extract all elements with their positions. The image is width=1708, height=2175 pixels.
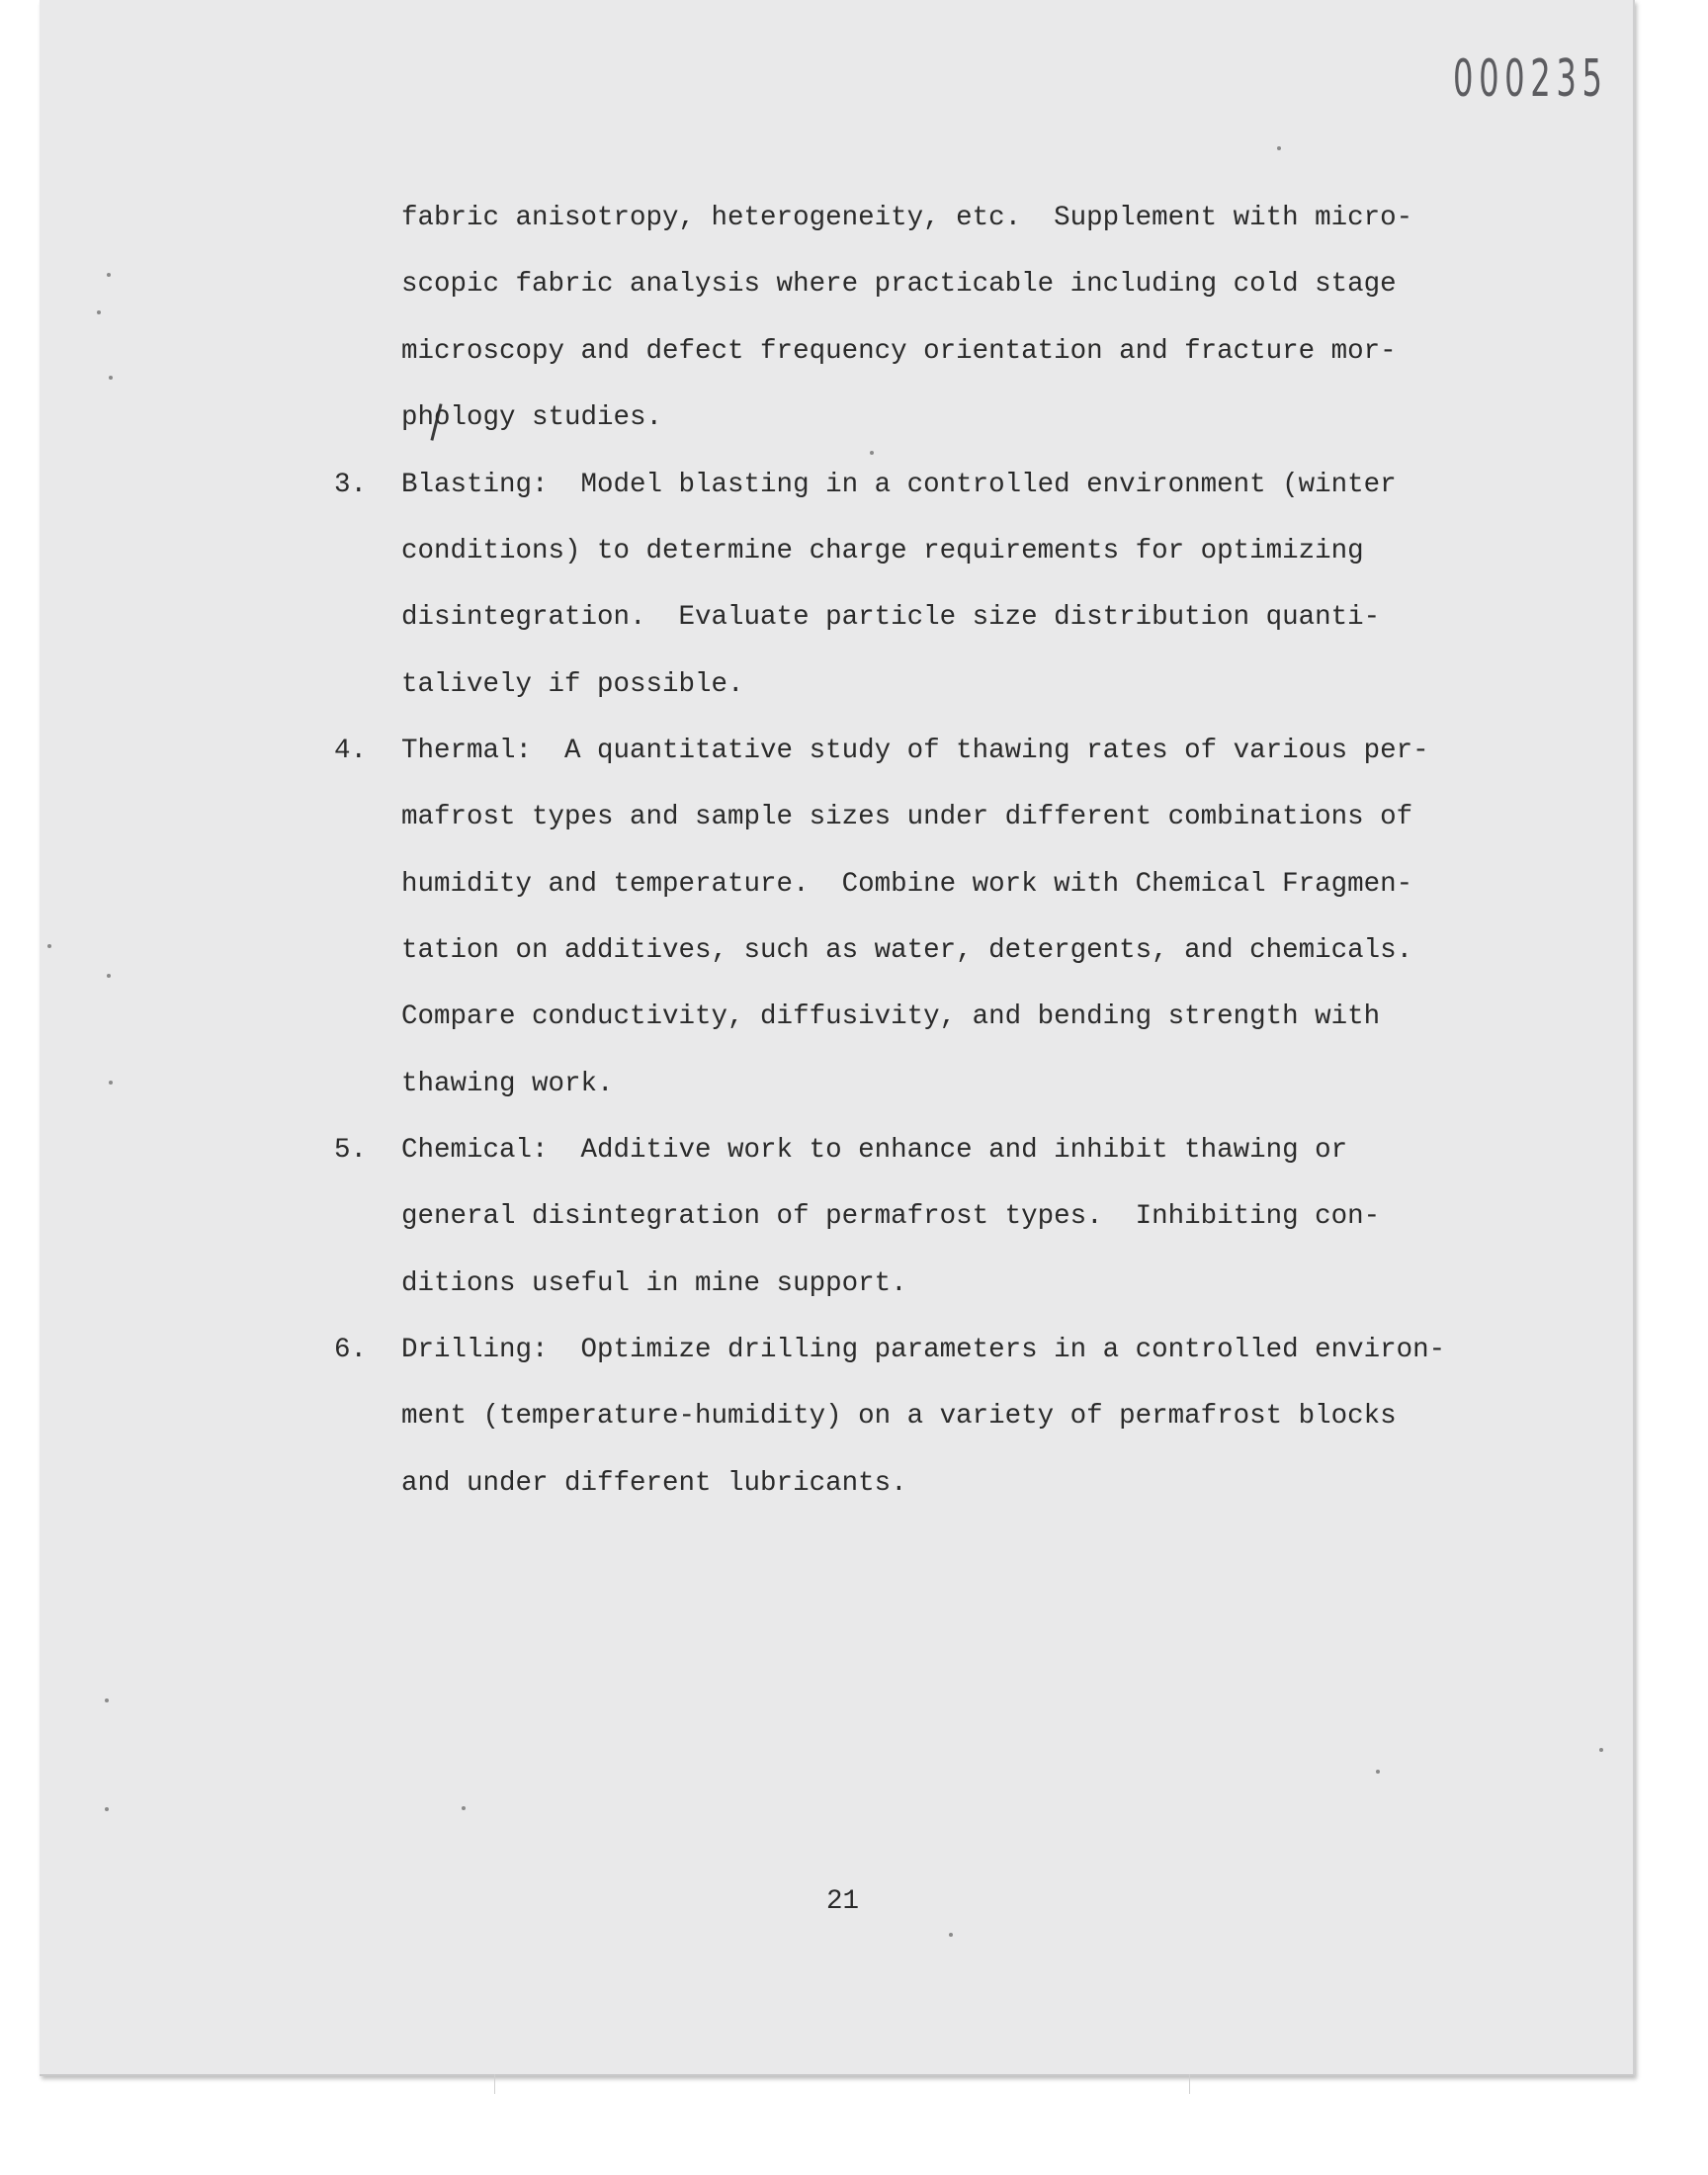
- text-line: talively if possible.: [401, 669, 744, 700]
- text-line: mafrost types and sample sizes under different combinations of: [401, 802, 1413, 832]
- document-stamp-number: 000235: [1453, 49, 1608, 109]
- page-number: 21: [826, 1886, 860, 1917]
- list-item-number: 4.: [334, 736, 368, 766]
- text-line: Blasting: Model blasting in a controlled environment (winter: [401, 470, 1397, 500]
- list-item-number: 5.: [334, 1135, 368, 1166]
- text-line: phology studies.: [401, 402, 663, 433]
- text-line: fabric anisotropy, heterogeneity, etc. Supplement with micro-: [401, 203, 1413, 233]
- text-line: Drilling: Optimize drilling parameters in a controlled environ-: [401, 1335, 1446, 1365]
- text-line: microscopy and defect frequency orientation and fracture mor-: [401, 336, 1397, 367]
- scan-speck: [1376, 1770, 1380, 1774]
- scan-speck: [462, 1806, 466, 1810]
- text-line: Chemical: Additive work to enhance and inhibit thawing or: [401, 1135, 1348, 1166]
- list-item-number: 6.: [334, 1335, 368, 1365]
- text-line: thawing work.: [401, 1069, 614, 1099]
- scan-edge-line: [494, 2074, 495, 2094]
- scan-speck: [109, 376, 113, 380]
- text-line: ment (temperature-humidity) on a variety of permafrost blocks: [401, 1401, 1397, 1432]
- scan-speck: [105, 1807, 109, 1811]
- scan-speck: [949, 1933, 953, 1937]
- scan-edge-line: [1189, 2074, 1190, 2094]
- text-line: Compare conductivity, diffusivity, and bending strength with: [401, 1001, 1381, 1032]
- scan-speck: [97, 310, 101, 314]
- scan-speck: [107, 273, 111, 277]
- text-line: humidity and temperature. Combine work with Chemical Fragmen-: [401, 869, 1413, 900]
- text-line: general disintegration of permafrost types. Inhibiting con-: [401, 1201, 1381, 1232]
- scan-speck: [107, 974, 111, 978]
- text-line: and under different lubricants.: [401, 1468, 907, 1499]
- text-line: conditions) to determine charge requirements for optimizing: [401, 536, 1364, 566]
- text-line: disintegration. Evaluate particle size distribution quanti-: [401, 602, 1381, 633]
- list-item-number: 3.: [334, 470, 368, 500]
- scan-speck: [105, 1698, 109, 1702]
- scan-speck: [1277, 146, 1281, 150]
- scan-speck: [109, 1081, 113, 1085]
- scan-speck: [870, 451, 874, 455]
- scan-speck: [1599, 1748, 1603, 1752]
- text-line: scopic fabric analysis where practicable including cold stage: [401, 269, 1397, 300]
- document-page: [40, 0, 1635, 2076]
- text-line: ditions useful in mine support.: [401, 1268, 907, 1299]
- text-line: Thermal: A quantitative study of thawing rates of various per-: [401, 736, 1429, 766]
- text-line: tation on additives, such as water, detergents, and chemicals.: [401, 935, 1413, 966]
- scan-speck: [47, 944, 51, 948]
